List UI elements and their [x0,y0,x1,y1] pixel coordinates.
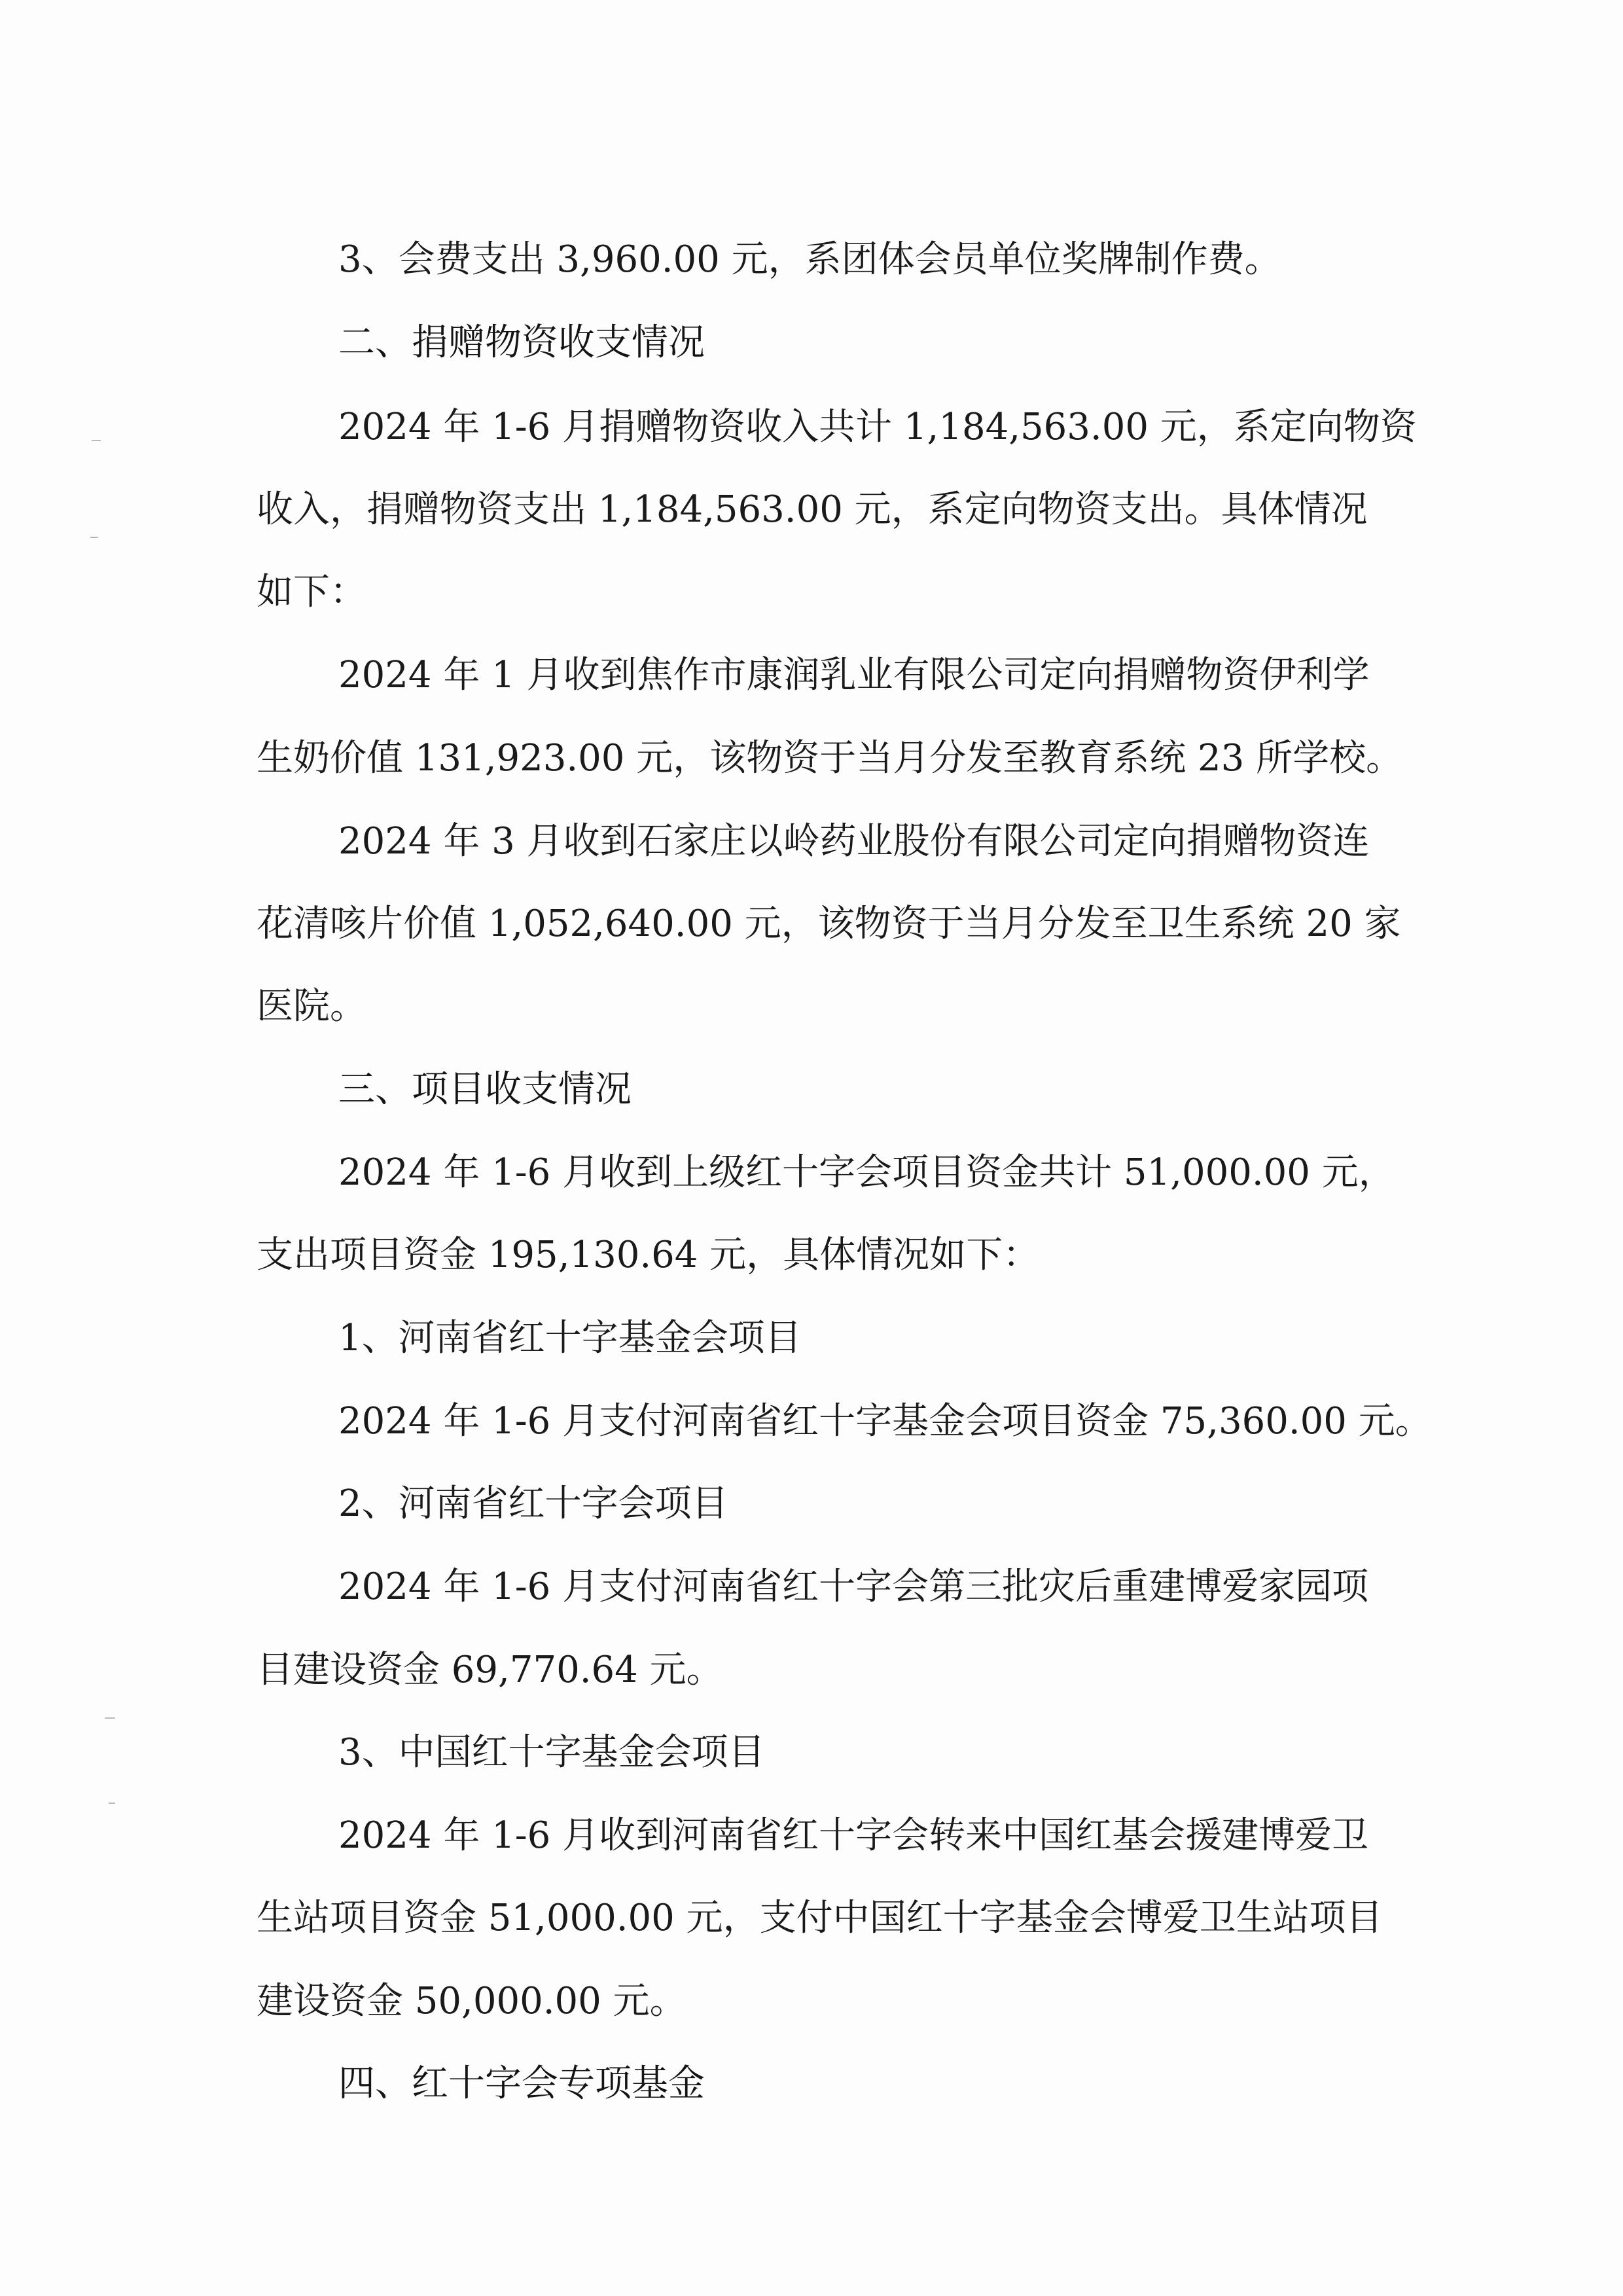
body-line: 2024 年 1-6 月收到河南省红十字会转来中国红基会援建博爱卫 [338,1814,1369,1857]
scan-mark [109,1803,115,1804]
body-line: 建设资金 50,000.00 元。 [257,1980,687,2022]
section-heading: 三、项目收支情况 [338,1068,632,1111]
body-line: 2024 年 3 月收到石家庄以岭药业股份有限公司定向捐赠物资连 [338,820,1370,863]
body-line: 2024 年 1-6 月捐赠物资收入共计 1,184,563.00 元，系定向物资 [338,406,1417,448]
body-line: 2024 年 1-6 月支付河南省红十字会第三批灾后重建博爱家园项 [338,1566,1369,1608]
body-line: 生奶价值 131,923.00 元，该物资于当月分发至教育系统 23 所学校。 [257,737,1403,780]
body-line: 收入，捐赠物资支出 1,184,563.00 元，系定向物资支出。具体情况 [257,488,1368,531]
body-line: 医院。 [257,985,366,1028]
section-heading: 二、捐赠物资收支情况 [338,321,705,364]
sub-heading: 2、河南省红十字会项目 [338,1482,728,1525]
scan-mark [92,440,101,441]
body-line: 花清咳片价值 1,052,640.00 元，该物资于当月分发至卫生系统 20 家 [257,903,1401,945]
scan-mark [105,1717,115,1719]
body-line: 如下： [257,571,366,613]
body-line: 生站项目资金 51,000.00 元，支付中国红十字基金会博爱卫生站项目 [257,1897,1383,1939]
body-line: 3、会费支出 3,960.00 元，系团体会员单位奖牌制作费。 [338,238,1281,281]
body-line: 2024 年 1 月收到焦作市康润乳业有限公司定向捐赠物资伊利学 [338,654,1370,696]
sub-heading: 1、河南省红十字基金会项目 [338,1317,802,1359]
sub-heading: 3、中国红十字基金会项目 [338,1731,765,1774]
body-line: 2024 年 1-6 月支付河南省红十字基金会项目资金 75,360.00 元。 [338,1400,1432,1443]
body-line: 支出项目资金 195,130.64 元，具体情况如下： [257,1234,1040,1276]
scan-mark [90,537,98,538]
body-line: 目建设资金 69,770.64 元。 [257,1649,723,1691]
body-line: 2024 年 1-6 月收到上级红十字会项目资金共计 51,000.00 元， [338,1151,1395,1194]
section-heading: 四、红十字会专项基金 [338,2062,705,2105]
